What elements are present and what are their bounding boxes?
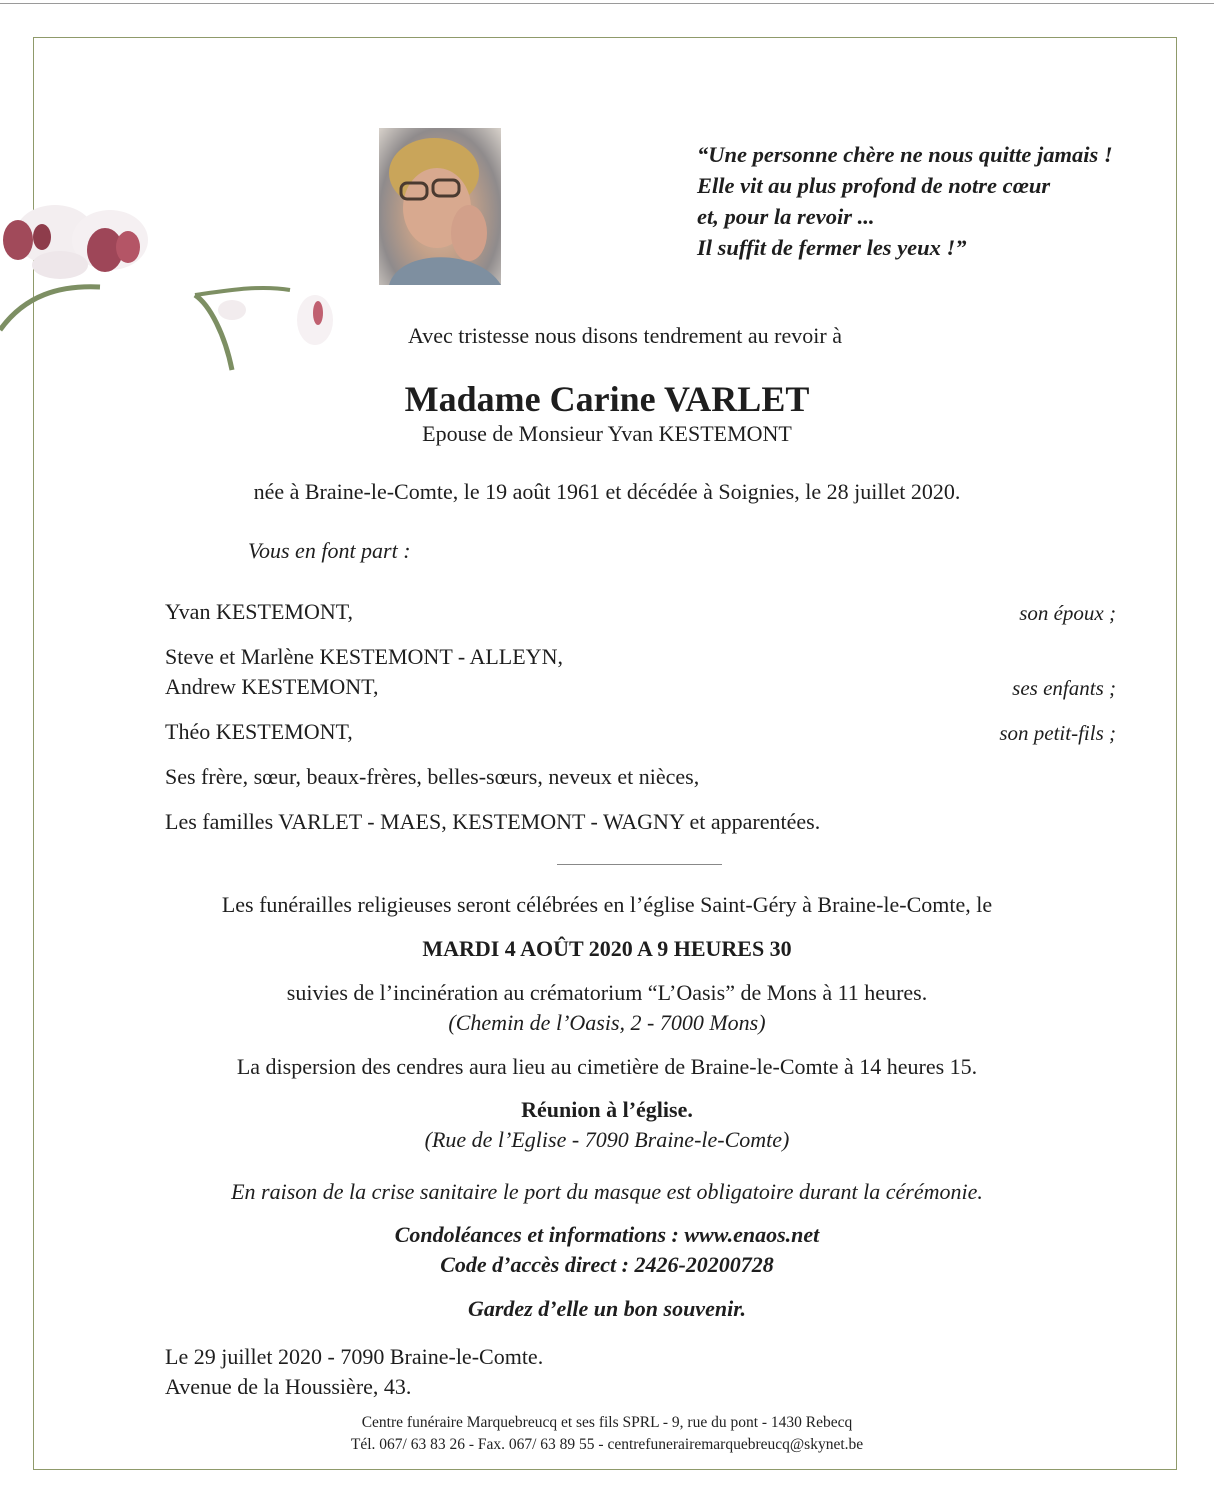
address-line: Avenue de la Houssière, 43. <box>165 1374 412 1399</box>
family-husband: Yvan KESTEMONT, <box>165 599 354 624</box>
role-grandson: son petit-fils ; <box>999 721 1116 745</box>
quote-line-4: Il suffit de fermer les yeux !” <box>697 235 967 260</box>
announce-by: Vous en font part : <box>248 538 411 563</box>
family-child-2: Andrew KESTEMONT, <box>165 674 379 699</box>
cremation-line: suivies de l’incinération au crématorium “L’Oasis” de Mons à 11 heures. <box>286 980 928 1005</box>
footer-company: Centre funéraire Marquebreucq et ses fils SPRL - 9, rue du pont - 1430 Rebecq <box>361 1414 853 1431</box>
deceased-name: Madame Carine VARLET <box>404 379 810 419</box>
family-families: Les familles VARLET - MAES, KESTEMONT - WAGNY et apparentées. <box>165 809 821 834</box>
quote-line-2: Elle vit au plus profond de notre cœur <box>697 173 1051 198</box>
reunion-address: (Rue de l’Eglise - 7090 Braine-le-Comte) <box>424 1127 790 1152</box>
birth-death-line: née à Braine-le-Comte, le 19 août 1961 et décédée à Soignies, le 28 juillet 2020. <box>253 479 961 504</box>
spouse-line: Epouse de Monsieur Yvan KESTEMONT <box>422 421 792 446</box>
family-child-1: Steve et Marlène KESTEMONT - ALLEYN, <box>165 644 563 669</box>
family-siblings: Ses frère, sœur, beaux-frères, belles-sœurs, neveux et nièces, <box>165 764 700 789</box>
remember-line: Gardez d’elle un bon souvenir. <box>467 1296 747 1321</box>
footer-contact: Tél. 067/ 63 83 26 - Fax. 067/ 63 89 55 - centrefunerairemarquebreucq@skynet.be <box>350 1436 864 1453</box>
family-grandson: Théo KESTEMONT, <box>165 719 353 744</box>
access-code-line: Code d’accès direct : 2426-20200728 <box>440 1252 774 1277</box>
role-children: ses enfants ; <box>1012 676 1116 700</box>
quote-line-3: et, pour la revoir ... <box>697 204 875 229</box>
mask-notice: En raison de la crise sanitaire le port du masque est obligatoire durant la cérémonie. <box>231 1179 983 1204</box>
condolences-line: Condoléances et informations : www.enaos.net <box>394 1222 820 1247</box>
funeral-date: MARDI 4 AOÛT 2020 A 9 HEURES 30 <box>422 936 792 961</box>
reunion-line: Réunion à l’église. <box>521 1097 693 1122</box>
place-date-line: Le 29 juillet 2020 - 7090 Braine-le-Comte. <box>165 1344 544 1369</box>
portrait-photo <box>379 128 501 285</box>
funeral-line: Les funérailles religieuses seront célébrées en l’église Saint-Géry à Braine-le-Comte, le <box>221 892 993 917</box>
cremation-address: (Chemin de l’Oasis, 2 - 7000 Mons) <box>448 1010 766 1035</box>
ashes-line: La dispersion des cendres aura lieu au cimetière de Braine-le-Comte à 14 heures 15. <box>236 1054 978 1079</box>
separator-line <box>557 864 722 865</box>
orchid-decoration <box>0 195 345 380</box>
top-edge-line <box>0 3 1214 4</box>
quote-line-1: “Une personne chère ne nous quitte jamais ! <box>697 142 1113 167</box>
role-husband: son époux ; <box>1019 601 1116 625</box>
intro-text: Avec tristesse nous disons tendrement au revoir à <box>408 323 842 348</box>
